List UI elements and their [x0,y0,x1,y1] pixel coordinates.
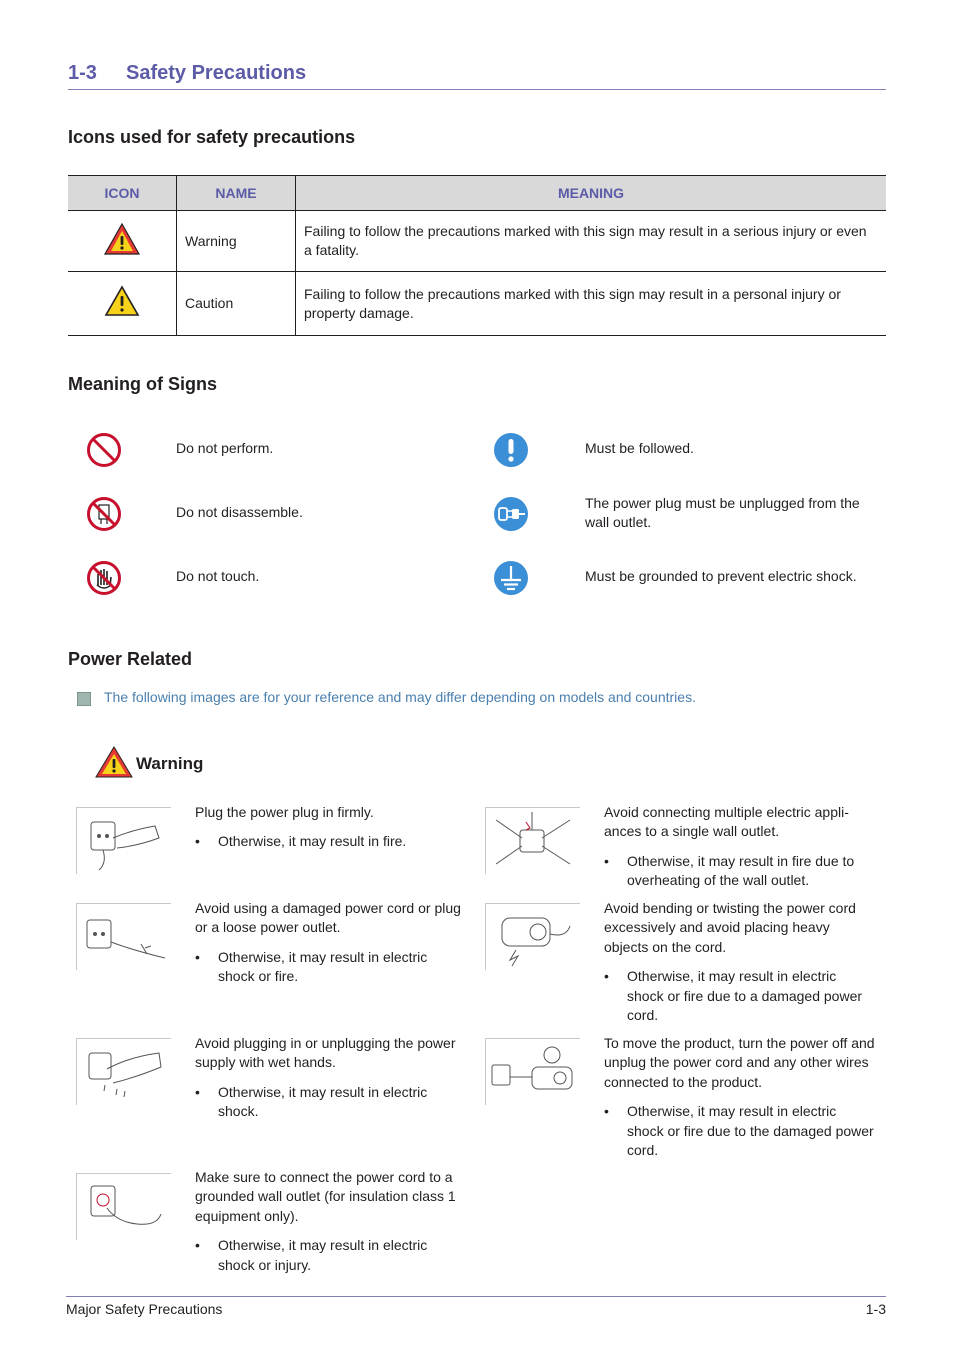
power-item [195,899,467,987]
title-divider [68,89,886,90]
power-item-text: Avoid connecting multiple electric appli-ances to a single wall outlet. [604,804,849,840]
warning-name-cell: Warning [177,211,296,272]
bent-cord-illustration [485,903,580,970]
power-item [195,1168,467,1275]
exclamation-icon [493,432,529,468]
reference-note: The following images are for your reference and may differ depending on models and countries. [104,689,696,705]
power-heading: Power Related [68,649,193,669]
ground-icon [493,560,529,596]
prohibition-icon [86,432,122,468]
power-item-bullet: • Otherwise, it may result in fire due to overheating of the wall outlet. [604,852,876,891]
power-item-text: Make sure to connect the power cord to a grounded wall outlet (for insulation class 1 equipment only). [195,1169,456,1224]
sign-text-must-be-followed: Must be followed. [585,440,694,456]
signs-heading: Meaning of Signs [68,374,218,394]
power-item-bullet: • Otherwise, it may result in electric shock or fire due to a damaged power cord. [604,967,876,1025]
plug-firmly-illustration [76,807,171,874]
footer-chapter: Major Safety Precautions [66,1301,223,1317]
sign-text-grounded: Must be grounded to prevent electric shock. [585,568,857,584]
power-item-bullet: • Otherwise, it may result in electric shock or injury. [195,1236,467,1275]
power-item-text: Avoid bending or twisting the power cord excessively and avoid placing heavy objects on the cord. [604,900,856,955]
warning-triangle-red-icon [95,746,133,778]
footer-divider [66,1296,886,1297]
power-item-bullet: • Otherwise, it may result in electric shock. [195,1083,467,1122]
power-item-bullet: • Otherwise, it may result in fire. [195,832,467,851]
grounded-outlet-illustration [76,1173,171,1240]
sign-text-unplug: The power plug must be unplugged from the wall outlet. [585,495,860,530]
icon-cell [68,211,177,272]
power-item [604,803,876,891]
table-row [68,211,886,272]
power-item [604,1034,876,1160]
sign-text-do-not-perform: Do not perform. [176,440,274,456]
icon-cell [68,272,177,336]
column-header-meaning: MEANING [296,176,887,211]
power-item-bullet: • Otherwise, it may result in electric shock or fire. [195,948,467,987]
caution-meaning-cell: Failing to follow the precautions marked with this sign may result in a personal injury or property damage. [296,272,887,336]
page-number: 1-3 [865,1301,886,1317]
note-icon [77,692,91,706]
wet-hands-illustration [76,1038,171,1105]
damaged-cord-illustration [76,903,171,970]
no-disassemble-icon [86,496,122,532]
warning-meaning-cell: Failing to follow the precautions marked with this sign may result in a serious injury or even a fatality. [296,211,887,272]
section-title [68,62,306,85]
sign-text-do-not-disassemble: Do not disassemble. [176,504,303,520]
move-product-illustration [485,1038,580,1105]
section-number: 1-3 [68,62,97,84]
column-header-icon: ICON [68,176,177,211]
table-row [68,272,886,336]
warning-label: Warning [136,754,204,773]
power-item-text: Avoid plugging in or unplugging the power supply with wet hands. [195,1035,456,1071]
icons-heading: Icons used for safety precautions [68,127,356,147]
table-header-row [68,176,886,211]
column-header-name: NAME [177,176,296,211]
caution-name-cell: Caution [177,272,296,336]
power-item-bullet: • Otherwise, it may result in electric shock or fire due to the damaged power cord. [604,1102,876,1160]
multiple-appliances-illustration [485,807,580,874]
power-item-text: Plug the power plug in firmly. [195,804,374,820]
section-title-text: Safety Precautions [126,62,307,84]
no-touch-icon [86,560,122,596]
power-item [195,1034,467,1122]
unplug-icon [493,496,529,532]
power-item [604,899,876,1025]
icons-table [68,175,886,336]
sign-text-do-not-touch: Do not touch. [176,568,260,584]
caution-triangle-yellow-icon [104,285,140,317]
warning-triangle-red-icon [103,222,141,256]
power-item-text: To move the product, turn the power off and unplug the power cord and any other wires connected to the product. [604,1035,875,1090]
power-item-text: Avoid using a damaged power cord or plug or a loose power outlet. [195,900,461,936]
power-item [195,803,467,852]
